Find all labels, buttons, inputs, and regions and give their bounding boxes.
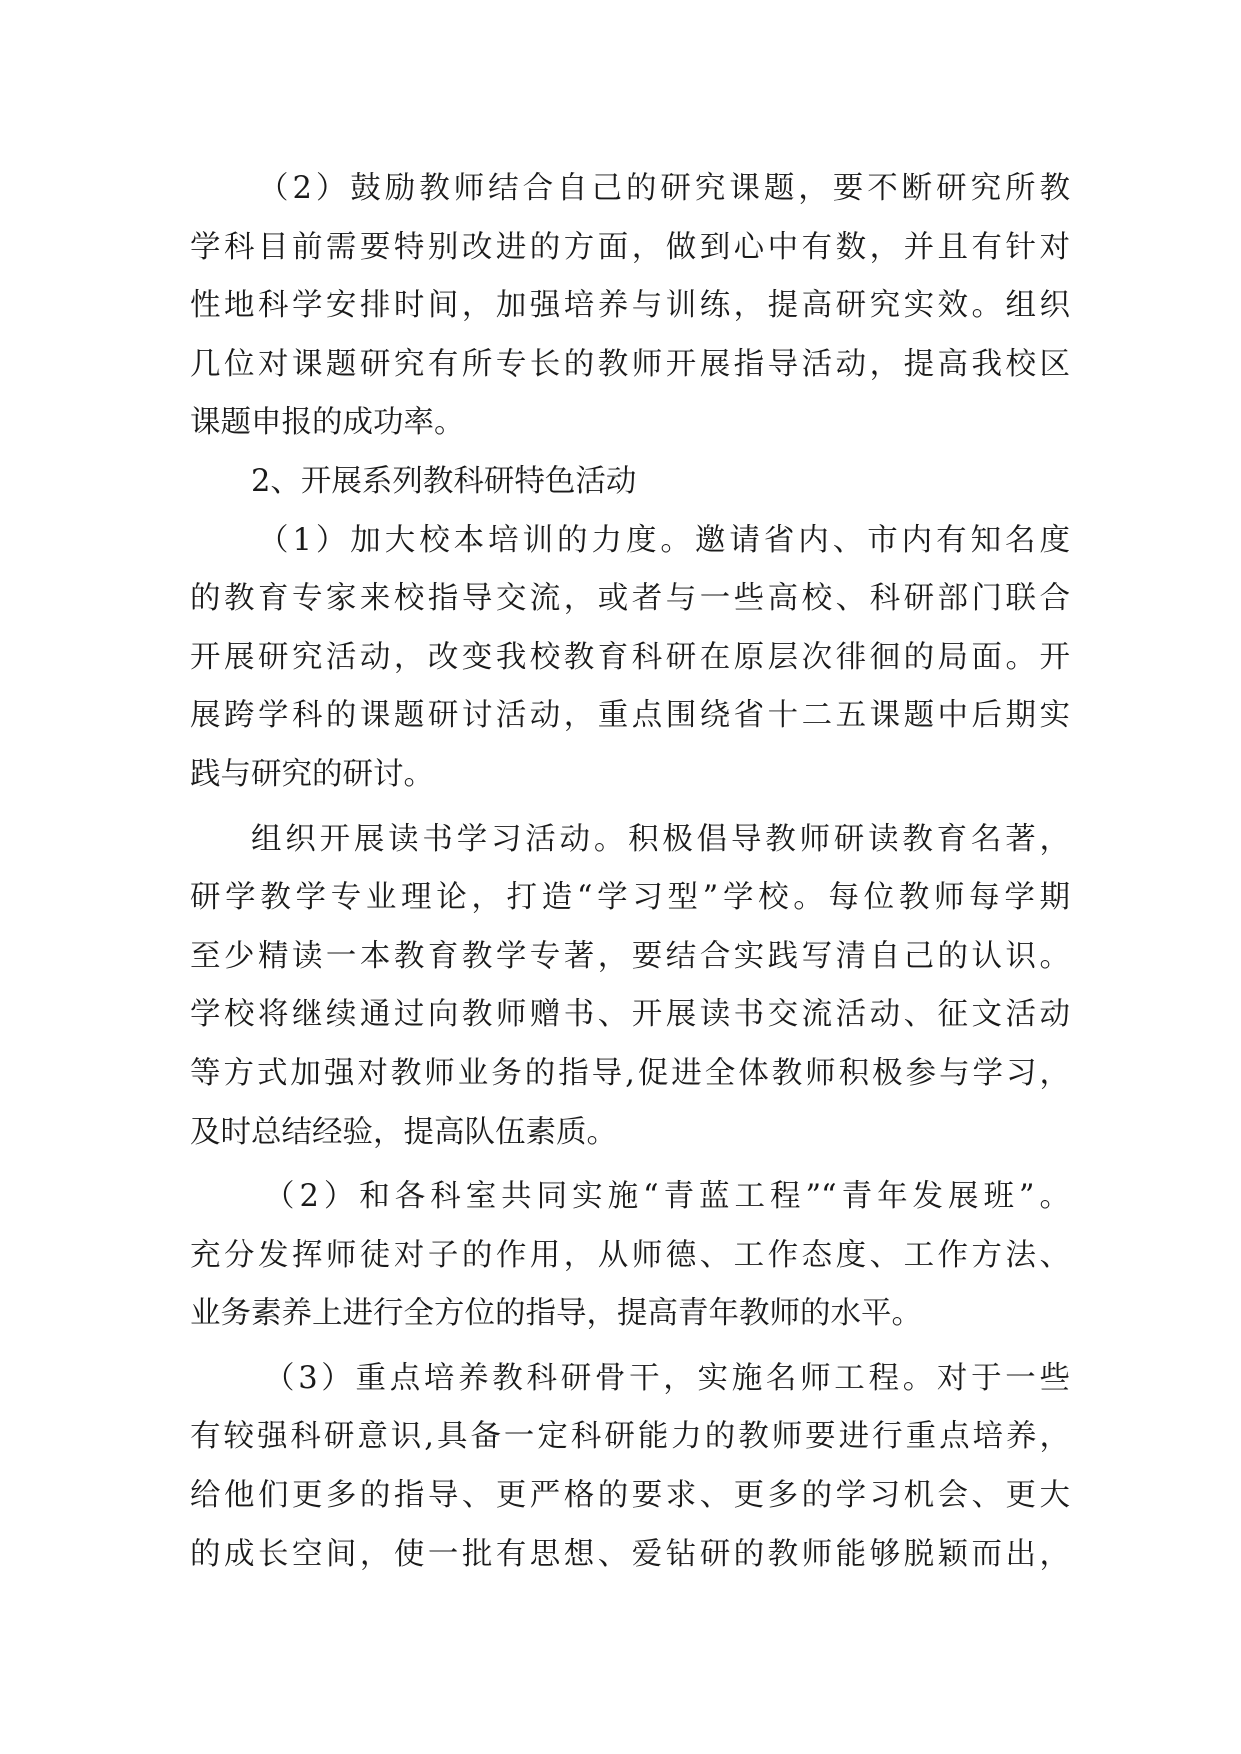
paragraph-line: 及时总结经验，提高队伍素质。 <box>190 1114 617 1150</box>
paragraph-line: 学校将继续通过向教师赠书、开展读书交流活动、征文活动 <box>190 997 1070 1033</box>
paragraph-line: 开展研究活动，改变我校教育科研在原层次徘徊的局面。开 <box>190 639 1070 675</box>
paragraph-line: 研学教学专业理论，打造“学习型”学校。每位教师每学期 <box>190 880 1070 916</box>
paragraph-line: 学科目前需要特别改进的方面，做到心中有数，并且有针对 <box>190 229 1070 265</box>
paragraph-line: 充分发挥师徒对子的作用，从师德、工作态度、工作方法、 <box>190 1237 1070 1273</box>
paragraph-line: 的教育专家来校指导交流，或者与一些高校、科研部门联合 <box>190 581 1070 617</box>
paragraph-line: 业务素养上进行全方位的指导，提高青年教师的水平。 <box>190 1296 922 1332</box>
paragraph-line: （2）鼓励教师结合自己的研究课题，要不断研究所教 <box>258 171 1070 206</box>
paragraph-line: 有较强科研意识,具备一定科研能力的教师要进行重点培养， <box>190 1419 1070 1455</box>
paragraph-line: （2）和各科室共同实施“青蓝工程”“青年发展班”。 <box>264 1179 1070 1215</box>
paragraph-line: （3）重点培养教科研骨干，实施名师工程。对于一些 <box>264 1360 1070 1396</box>
paragraph-line: 组织开展读书学习活动。积极倡导教师研读教育名著， <box>251 821 1070 857</box>
paragraph-line: 几位对课题研究有所专长的教师开展指导活动，提高我校区 <box>190 346 1070 382</box>
paragraph-line: 课题申报的成功率。 <box>190 405 465 441</box>
paragraph-line: 的成长空间，使一批有思想、爱钻研的教师能够脱颖而出， <box>190 1536 1070 1572</box>
section-heading: 2、开展系列教科研特色活动 <box>251 463 637 499</box>
paragraph-line: 等方式加强对教师业务的指导,促进全体教师积极参与学习， <box>190 1055 1070 1091</box>
paragraph-line: 践与研究的研讨。 <box>190 756 434 792</box>
paragraph-line: 性地科学安排时间，加强培养与训练，提高研究实效。组织 <box>190 288 1070 324</box>
paragraph-line: 至少精读一本教育教学专著，要结合实践写清自己的认识。 <box>190 938 1070 974</box>
paragraph-line: （1）加大校本培训的力度。邀请省内、市内有知名度 <box>258 522 1070 558</box>
document-body <box>190 160 1070 1584</box>
paragraph-line: 展跨学科的课题研讨活动，重点围绕省十二五课题中后期实 <box>190 698 1070 734</box>
paragraph-line: 给他们更多的指导、更严格的要求、更多的学习机会、更大 <box>190 1478 1070 1514</box>
